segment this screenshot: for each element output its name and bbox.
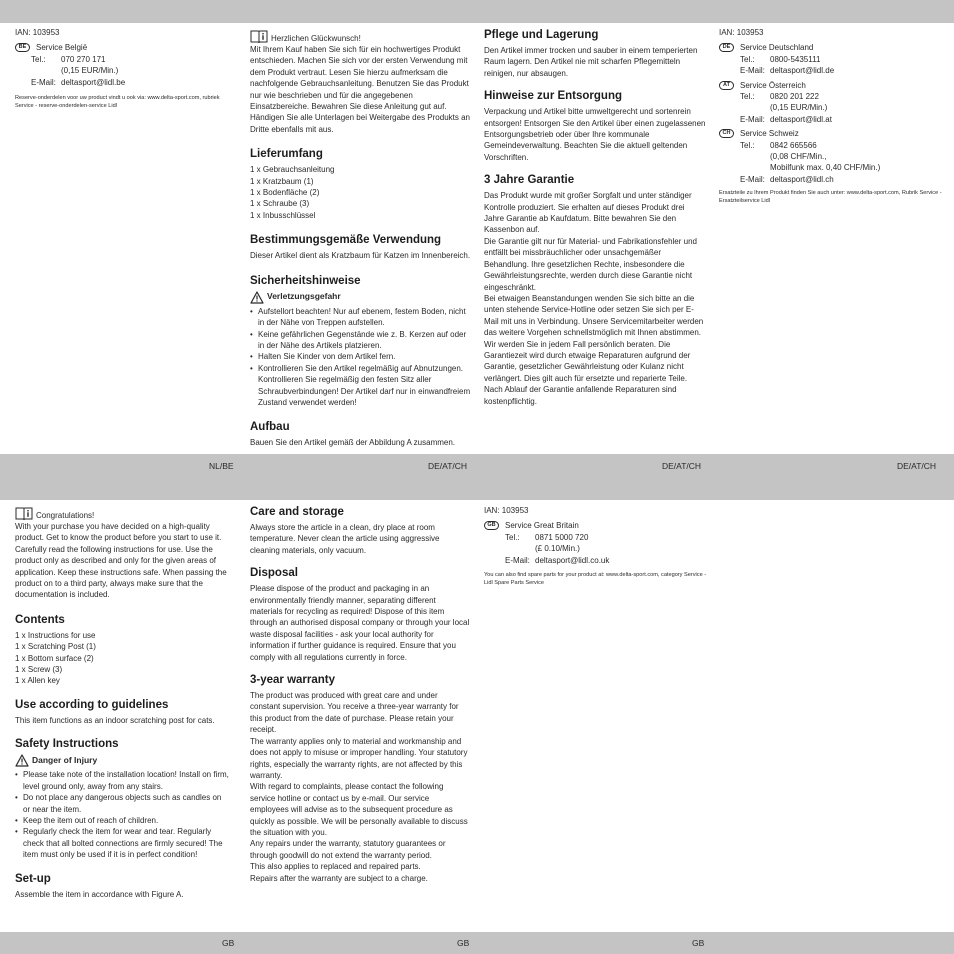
info-header [250,30,472,44]
scope-item: 1 x Kratzbaum (1) [250,176,314,186]
ian-number: IAN: 103953 [15,28,60,37]
congrats-text: Herzlichen Glückwunsch! [271,33,361,43]
safety-item: • Do not place any dangerous objects such as candles on or near the item. [15,792,230,815]
country-badge-gb: GB [484,521,499,530]
service-rate-row [740,162,944,173]
middle-band [0,454,954,500]
danger-label: Verletzungsgefahr [267,291,341,302]
service-rate-row [740,151,944,162]
safety-item: • Regularly check the item for wear and tear. Regularly check that all bolted connections are firmly secured! The item must only be used if it is in perfect condition! [15,826,230,860]
safety-item: • Keep the item out of reach of children. [15,815,230,826]
contents-item: 1 x Screw (3) [15,665,63,675]
service-email-row [31,77,227,88]
info-book-icon [15,507,33,521]
email-label: E-Mail: [740,114,765,124]
warranty-text: The warranty applies only to material and workmanship and does not apply to misuse or improper handling. Your statutory rights, especially the warranty rights, are not affected by this warranty. [250,736,468,780]
country-badge-ch: CH [719,129,734,138]
setup-text: Assemble the item in accordance with Figure A. [15,889,184,899]
service-block-ch [719,128,944,185]
use-heading: Use according to guidelines [15,698,169,711]
danger-row [15,754,230,767]
service-tel-row [740,91,944,102]
footer-label-gb-1: GB [222,938,235,948]
info-book-icon [250,30,268,44]
intro-text: Mit Ihrem Kauf haben Sie sich für ein hochwertiges Produkt entschieden. Machen Sie sich vor der ersten Verwendung mit dem Produkt vertraut. Lesen Sie hierzu aufmerksam die nachfolgende Gebrauchsanleitung. Benutzen Sie das Produkt nur wie beschrieben und für die angegebenen Einsatzbereiche. Bewahren Sie diese Anleitung gut auf. Händigen Sie alle Unterlagen bei Weitergabe des Produkts an Dritte ebenfalls mit aus. [250,45,470,134]
danger-row [250,291,472,304]
warranty-text: Das Produkt wurde mit großer Sorgfalt und unter ständiger Kontrolle produziert. Sie erhalten auf dieses Produkt drei Jahre Garantie ab Kaufdatum. Bitte bewahren Sie den Kassenbon auf. [484,191,692,235]
email-address: deltasport@lidl.at [770,114,832,124]
contents-item: 1 x Scratching Post (1) [15,642,96,652]
safety-heading: Safety Instructions [15,738,119,751]
service-block-de [719,42,944,76]
gb-service-column [484,505,714,587]
care-heading: Pflege und Lagerung [484,29,599,41]
email-address: deltasport@lidl.ch [770,174,834,184]
tel-rate: (0,15 EUR/Min.) [770,103,828,113]
tel-rate: (£ 0.10/Min.) [535,544,580,554]
top-band [0,0,954,23]
service-block-at [719,80,944,126]
service-tel-row [505,532,714,543]
scope-item: 1 x Schraube (3) [250,199,310,209]
footer-label-dach-2: DE/AT/CH [662,461,702,471]
service-name: Service Deutschland [740,43,814,53]
contents-heading: Contents [15,613,65,626]
service-tel-row [740,140,944,151]
service-rate-row [740,102,944,113]
scope-item: 1 x Bodenfläche (2) [250,188,320,198]
intro-text: With your purchase you have decided on a high-quality product. Get to know the product before you start to use it. Carefully read the following instructions for use. Use the product only as described and only for the given areas of application. Keep these instructions safe. When passing the product on to a third party, always make sure that the documentation is included. [15,522,227,600]
service-block-gb [484,520,714,566]
warranty-text: The product was produced with great care and under constant supervision. You receive a three-year warranty for this product from the date of purchase. Please retain your receipt. [250,691,459,735]
warning-triangle-icon [15,754,29,767]
email-label: E-Mail: [31,77,56,87]
contents-item: 1 x Bottom surface (2) [15,653,94,663]
service-name: Service Österreich [740,80,806,90]
setup-heading: Set-up [15,872,51,885]
footer-label-gb-2: GB [457,938,470,948]
bottom-band [0,932,954,954]
scope-item: 1 x Inbusschlüssel [250,210,316,220]
service-name: Service België [36,43,88,53]
service-tel-row [31,54,227,65]
safety-item: • Kontrollieren Sie den Artikel regelmäßig auf Abnutzungen. Kontrollieren Sie regelmäßig den festen Sitz aller Schraubverbindungen! Der Artikel darf nur in einwandfreiem Zustand verwendet werden! [250,363,472,409]
tel-number: 070 270 171 [61,54,106,64]
footer-label-dach-3: DE/AT/CH [897,461,937,471]
email-label: E-Mail: [505,555,530,565]
spare-parts-note: You can also find spare parts for your product at: www.delta-sport.com, category Service - Lidl Spare Parts Service [484,572,707,587]
country-badge-at: AT [719,81,734,90]
email-label: E-Mail: [740,174,765,184]
service-email-row [740,174,944,185]
ian-number: IAN: 103953 [719,28,764,37]
info-header [15,507,230,521]
care-heading: Care and storage [250,506,344,518]
danger-label: Danger of Injury [32,755,98,766]
tel-label: Tel.: [740,140,755,150]
spare-parts-note: Reserve-onderdelen voor uw product vindt u ook via: www.delta-sport.com, rubriek Service - reserve-onderdelen-service Lidl [15,95,220,110]
safety-item: • Halten Sie Kinder von dem Artikel fern. [250,351,472,362]
footer-label-gb-3: GB [692,938,705,948]
disposal-heading: Hinweise zur Entsorgung [484,90,623,103]
nlbe-service-column [15,27,227,110]
warranty-text: Any repairs under the warranty, statutory guarantees or through goodwill do not extend the warranty period. [250,839,446,860]
warning-triangle-icon [250,291,264,304]
setup-text: Bauen Sie den Artikel gemäß der Abbildung A zusammen. [250,438,456,448]
tel-label: Tel.: [740,54,755,64]
contents-item: 1 x Instructions for use [15,630,96,640]
congrats-text: Congratulations! [36,510,95,520]
dach-service-column [719,27,944,205]
disposal-text: Verpackung und Artikel bitte umweltgerecht und sortenrein entsorgen! Entsorgen Sie den Artikel über einen zugelassenen Entsorgungsbetrieb oder über Ihre kommunale Gemeindeverwaltung. Beachten Sie die aktuell geltenden Vorschriften. [484,107,706,162]
country-badge-de: DE [719,43,734,52]
ian-number: IAN: 103953 [484,506,529,515]
use-heading: Bestimmungsgemäße Verwendung [250,234,442,247]
tel-label: Tel.: [31,54,46,64]
safety-item: • Aufstellort beachten! Nur auf ebenem, festem Boden, nicht in der Nähe von Treppen aufstellen. [250,306,472,329]
warranty-text: Die Garantie gilt nur für Material- und Fabrikationsfehler und entfällt bei missbräuchlicher oder unsachgemäßer Behandlung. Ihre gesetzlichen Rechte, insbesondere die Gewährleistungsrechte, werden durch diese Garantie nicht eingeschränkt. [484,236,697,292]
contents-item: 1 x Allen key [15,676,60,686]
tel-number: 0820 201 222 [770,92,819,102]
scope-heading: Lieferumfang [250,148,323,161]
email-address: deltasport@lidl.de [770,66,835,76]
warranty-text: Repairs after the warranty are subject to a charge. [250,873,428,883]
email-address: deltasport@lidl.be [61,77,126,87]
gb-column-2 [250,505,470,884]
footer-label-dach-1: DE/AT/CH [428,461,468,471]
tel-rate-mobile: Mobilfunk max. 0,40 CHF/Min.) [770,163,881,173]
de-column-1 [250,30,472,449]
safety-item: • Please take note of the installation location! Install on firm, level ground only, away from any stairs. [15,769,230,792]
tel-number: 0842 665566 [770,140,817,150]
service-name: Service Schweiz [740,129,799,139]
warranty-heading: 3 Jahre Garantie [484,174,575,187]
service-email-row [505,555,714,566]
footer-label-nlbe: NL/BE [209,461,234,471]
de-column-2 [484,28,706,407]
email-label: E-Mail: [740,66,765,76]
service-tel-row [740,54,944,65]
service-name: Service Great Britain [505,521,579,531]
tel-rate: (0,15 EUR/Min.) [61,66,119,76]
tel-number: 0800-5435111 [770,54,821,64]
country-badge-be: BE [15,43,30,52]
warranty-heading: 3-year warranty [250,674,336,687]
email-address: deltasport@lidl.co.uk [535,555,610,565]
disposal-text: Please dispose of the product and packaging in an environmentally friendly manner, separating different materials for recycling as required! Dispose of this item through an authorised disposal company or through your local waste disposal facilities - ask your local authority for information if further guidance is required. Ensure that you comply with all regulations currently in force. [250,584,470,662]
tel-label: Tel.: [740,92,755,102]
gb-column-1 [15,507,230,900]
safety-item: • Keine gefährlichen Gegenstände wie z. B. Kerzen auf oder in der Nähe des Artikels platzieren. [250,329,472,352]
spare-parts-note: Ersatzteile zu Ihrem Produkt finden Sie auch unter: www.delta-sport.com, Rubrik Service - Ersatzteilservice Lidl [719,190,942,205]
service-rate-row [31,65,227,76]
tel-rate: (0,08 CHF/Min., [770,152,827,162]
service-email-row [740,65,944,76]
service-block-be [15,42,227,88]
safety-list [15,769,230,860]
safety-heading: Sicherheitshinweise [250,274,361,287]
service-email-row [740,114,944,125]
safety-list [250,306,472,409]
tel-number: 0871 5000 720 [535,532,589,542]
care-text: Always store the article in a clean, dry place at room temperature. Never clean the article using aggressive cleaning materials, only vacuum. [250,523,440,555]
warranty-text: Bei etwaigen Beanstandungen wenden Sie sich bitte an die unten stehende Service-Hotline oder setzen Sie sich per E-Mail mit uns in Verbindung. Unsere Servicemitarbeiter werden das weitere Vorgehen schnellstmöglich mit Ihnen abstimmen. Wir werden Sie in jedem Fall persönlich beraten. Die Garantiezeit wird durch etwaige Reparaturen aufgrund der Garantie, gesetzlicher Gewährleistung oder Kulanz nicht verlängert. Dies gilt auch für ersetzte und reparierte Teile. Nach Ablauf der Garantie anfallende Reparaturen sind kostenpflichtig. [484,293,704,406]
disposal-heading: Disposal [250,567,298,580]
tel-label: Tel.: [505,532,520,542]
warranty-text: This also applies to replaced and repaired parts. [250,862,421,872]
service-rate-row [505,543,714,554]
setup-heading: Aufbau [250,421,290,434]
warranty-text: With regard to complaints, please contact the following service hotline or contact us by e-mail. Our service employees will advise as to the subsequent procedure as quickly as possible. We will be personally available to discuss the situation with you. [250,782,468,837]
care-text: Den Artikel immer trocken und sauber in einem temperierten Raum lagern. Den Artikel nie mit scharfen Pflegemitteln reinigen, nur absaugen. [484,46,698,78]
use-text: This item functions as an indoor scratching post for cats. [15,715,215,725]
use-text: Dieser Artikel dient als Kratzbaum für Katzen im Innenbereich. [250,251,471,261]
scope-item: 1 x Gebrauchsanleitung [250,165,335,175]
